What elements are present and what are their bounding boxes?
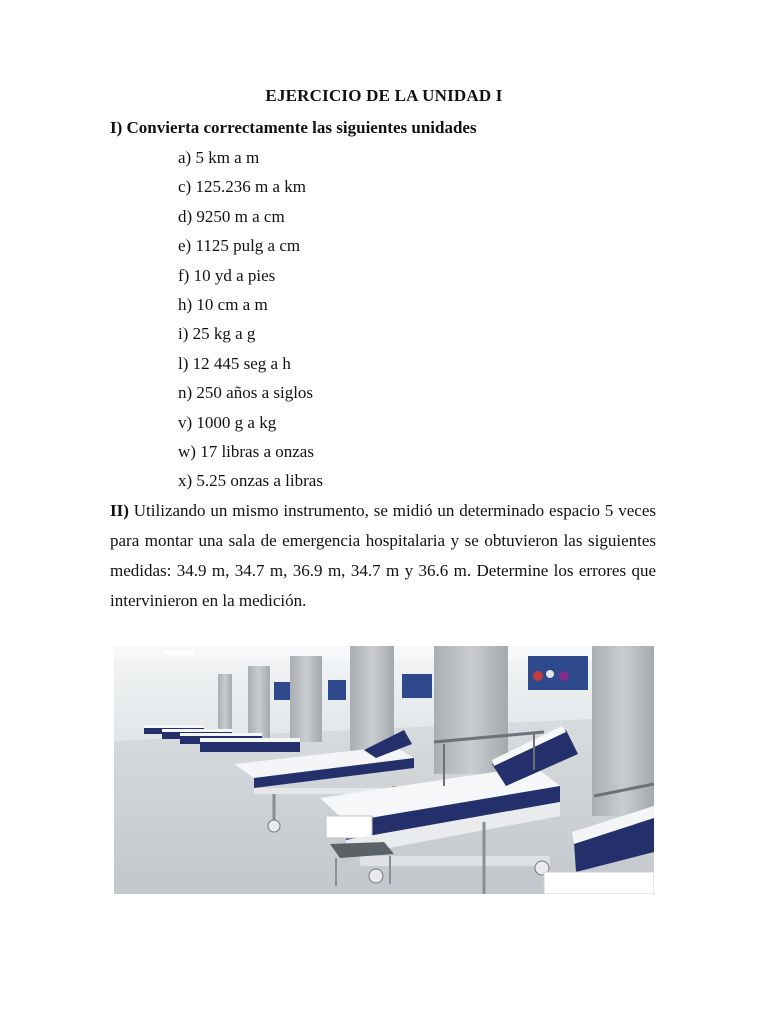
conversion-list [178, 146, 323, 499]
list-item: f) 10 yd a pies [178, 265, 276, 285]
page-title: EJERCICIO DE LA UNIDAD I [265, 86, 503, 105]
list-item: v) 1000 g a kg [178, 412, 277, 432]
section-2-paragraph [110, 496, 656, 616]
list-item: n) 250 años a siglos [178, 383, 314, 403]
section-2-label: II) [110, 501, 129, 520]
list-item: a) 5 km a m [178, 148, 260, 167]
hospital-ward-illustration [114, 646, 654, 894]
list-item: c) 125.236 m a km [178, 177, 306, 197]
hospital-ward-photo [114, 646, 654, 894]
list-item: h) 10 cm a m [178, 294, 268, 314]
section-1-heading: I) Convierta correctamente las siguientes unidades [110, 118, 477, 137]
list-item: i) 25 kg a g [178, 324, 256, 344]
list-item: w) 17 libras a onzas [178, 441, 314, 461]
list-item: d) 9250 m a cm [178, 206, 285, 226]
section-2-text: Utilizando un mismo instrumento, se midió un determinado espacio 5 veces para montar una sala de emergencia hospitalaria y se obtuvieron las siguientes medidas: 34.9 m, 34.7 m, 36.9 m, 34.7 m y 36.6 m. Determine los errores que intervinieron en la medición. [110, 501, 656, 610]
list-item: e) 1125 pulg a cm [178, 236, 301, 256]
list-item: l) 12 445 seg a h [178, 353, 291, 373]
list-item: x) 5.25 onzas a libras [178, 471, 323, 491]
